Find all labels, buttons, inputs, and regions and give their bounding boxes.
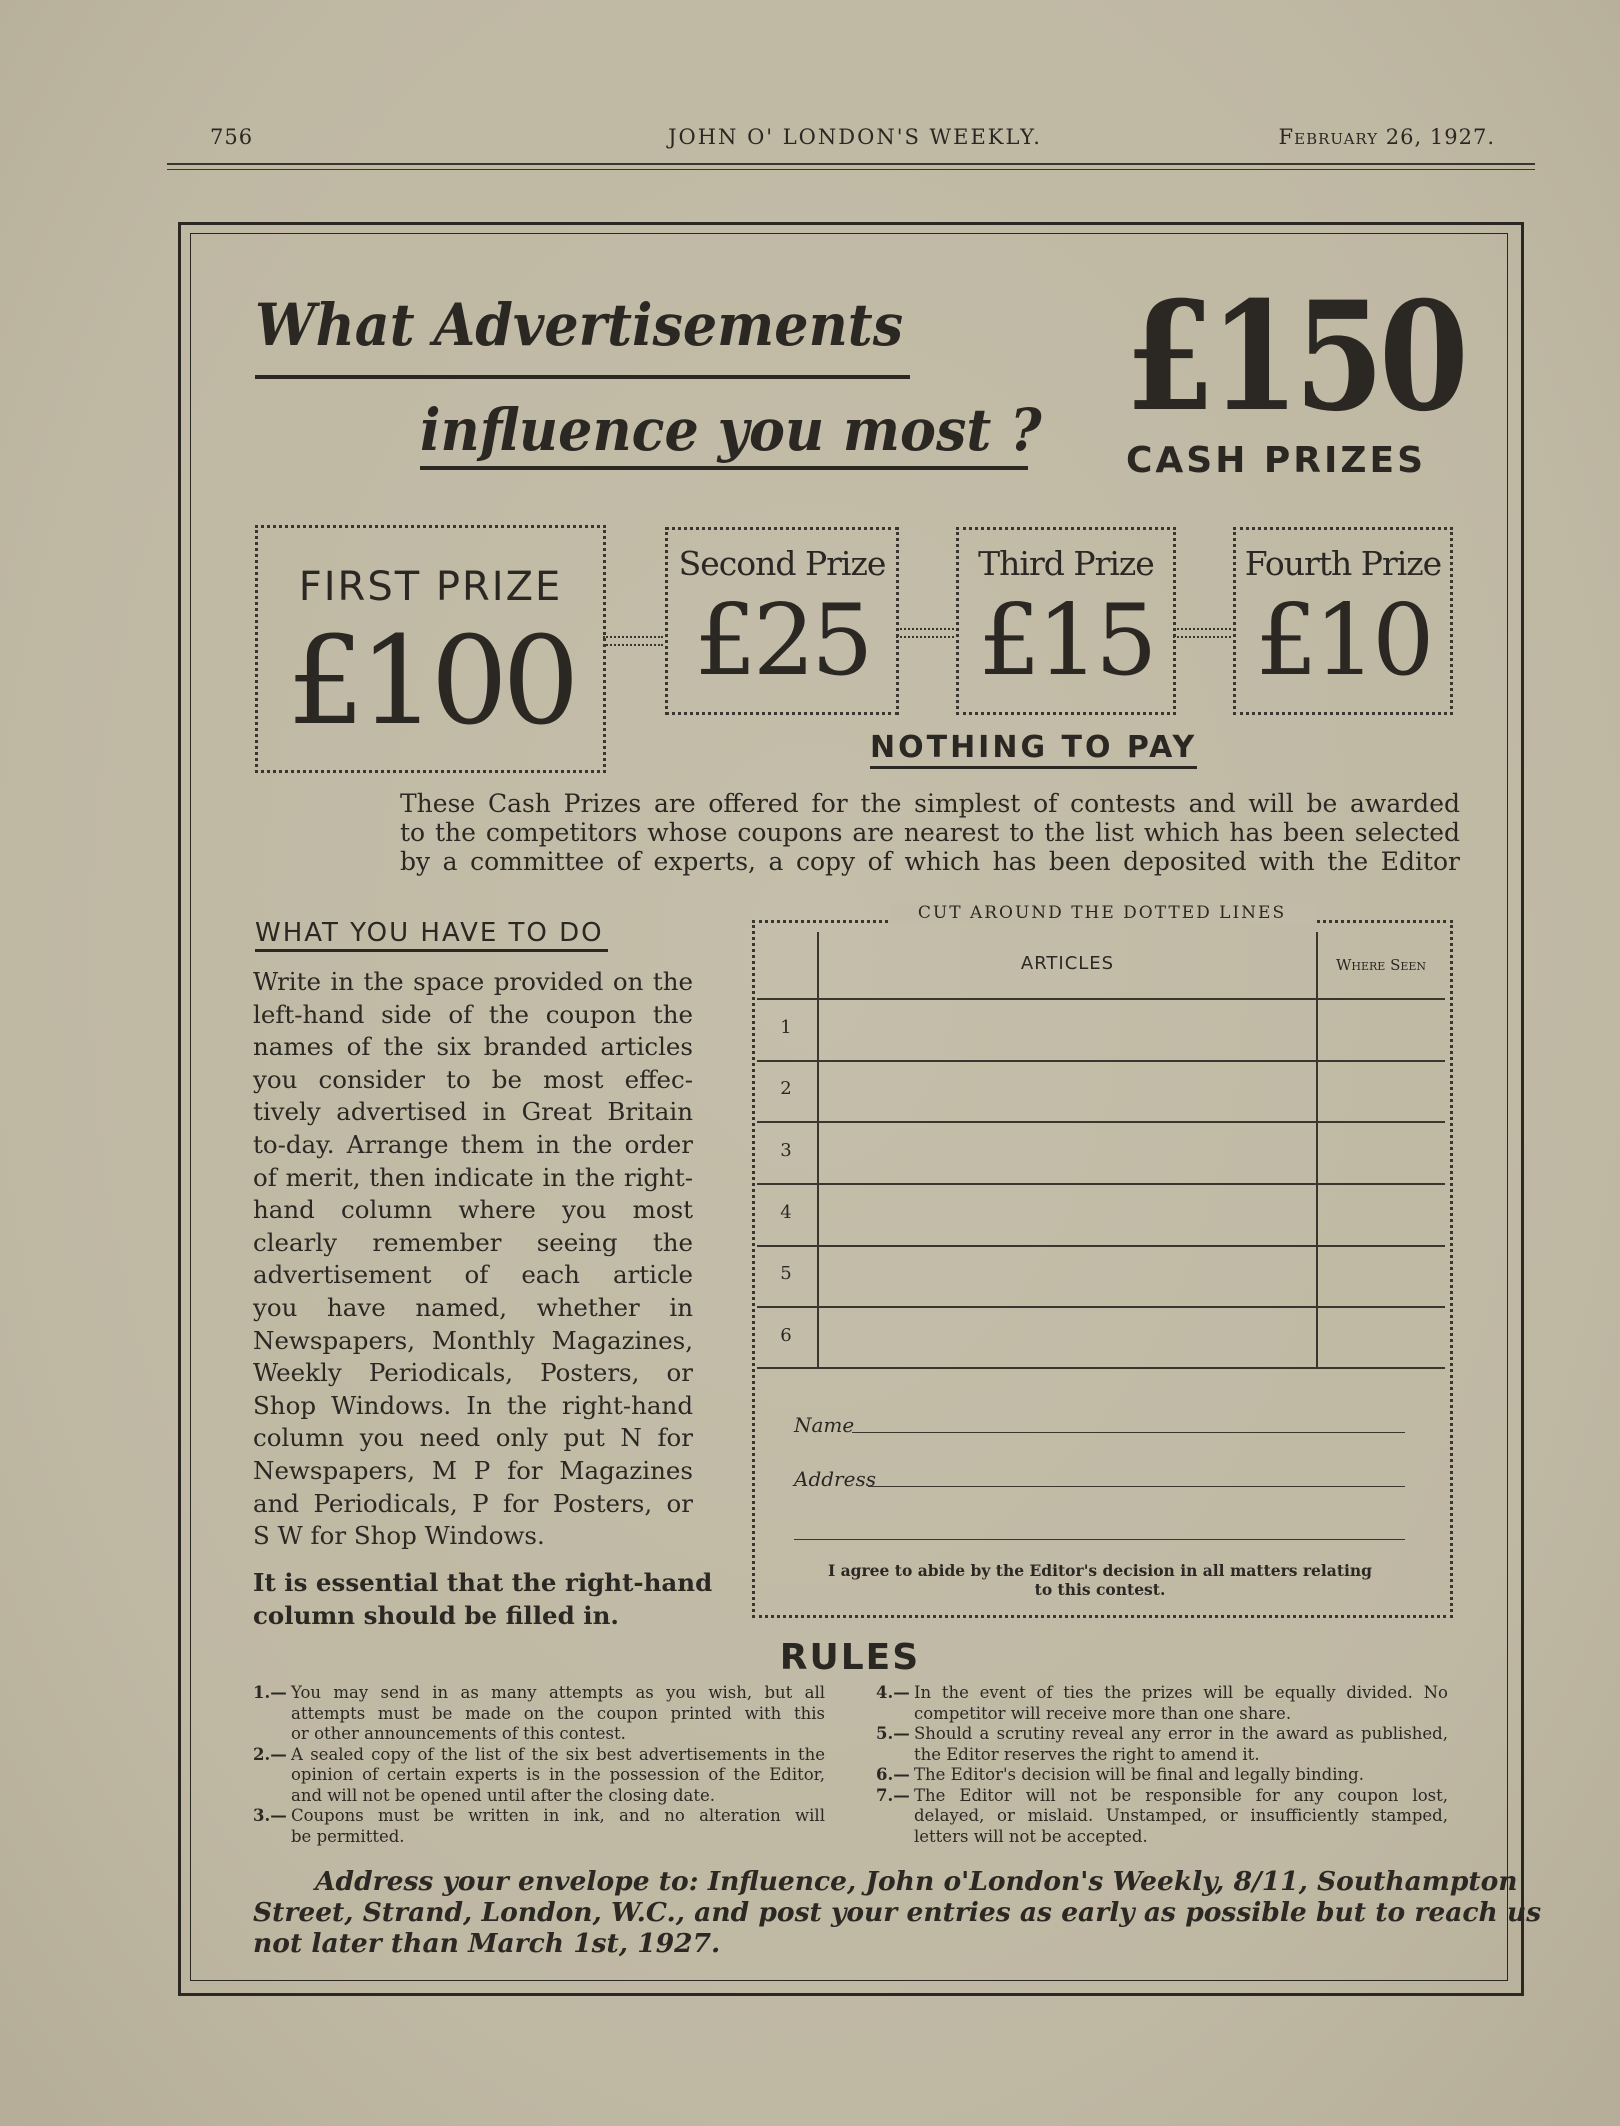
coupon-row-number: 5 xyxy=(780,1263,792,1284)
agreement-text xyxy=(780,1561,1420,1599)
fourth-prize-box xyxy=(1233,527,1453,715)
instructions-line: column you need only put N for xyxy=(253,1423,693,1453)
address-note-line: Street, Strand, London, W.C., and post your entries as early as possible but to reach us xyxy=(253,1897,1542,1928)
address-field-label: Address xyxy=(794,1467,876,1491)
instructions-line: Newspapers, M P for Magazines xyxy=(253,1455,693,1485)
instructions-line: Newspapers, Monthly Magazines, xyxy=(253,1325,693,1355)
rule-line: delayed, or mislaid. Unstamped, or insufficiently stamped, xyxy=(914,1806,1448,1825)
rule-line: In the event of ties the prizes will be equally divided. No xyxy=(914,1683,1448,1702)
headline-line-2: influence you most ? xyxy=(420,396,1042,464)
rule-2 xyxy=(253,1745,825,1807)
rule-7 xyxy=(876,1786,1448,1848)
instructions-line: of merit, then indicate in the right- xyxy=(253,1162,693,1192)
rule-number: 4.— xyxy=(876,1683,910,1702)
instructions-line: S W for Shop Windows. xyxy=(253,1521,545,1551)
instructions-line: Write in the space provided on the xyxy=(253,967,693,996)
instructions-line: you consider to be most effec- xyxy=(253,1064,693,1094)
fourth-prize-amount: £10 xyxy=(1255,584,1431,698)
prize-connector xyxy=(1173,628,1231,638)
coupon-row-line xyxy=(757,1245,1445,1247)
first-prize-amount: £100 xyxy=(287,610,574,752)
rule-line: A sealed copy of the list of the six best advertisements in the xyxy=(291,1744,825,1764)
nothing-to-pay: NOTHING TO PAY xyxy=(870,730,1197,769)
coupon-row-number: 4 xyxy=(780,1202,792,1223)
coupon-row-number: 1 xyxy=(780,1017,792,1038)
cut-around-label: CUT AROUND THE DOTTED LINES xyxy=(890,903,1314,923)
headline-underline-2 xyxy=(420,466,1028,470)
name-field-label: Name xyxy=(794,1413,855,1437)
header-rule xyxy=(167,163,1535,165)
coupon-row-line xyxy=(757,1183,1445,1185)
rule-line: and will not be opened until after the closing date. xyxy=(291,1785,716,1805)
name-field-line[interactable] xyxy=(852,1432,1405,1433)
coupon-row-number: 3 xyxy=(780,1140,792,1161)
instructions-line: names of the six branded articles xyxy=(253,1032,693,1062)
first-prize-label: FIRST PRIZE xyxy=(298,564,563,610)
header-rule-thin xyxy=(167,169,1535,170)
where-seen-column-header: Where Seen xyxy=(1335,956,1427,974)
headline-line-1: What Advertisements xyxy=(255,291,904,359)
second-prize-label: Second Prize xyxy=(678,544,886,583)
rule-line: The Editor's decision will be final and legally binding. xyxy=(914,1765,1364,1784)
rule-line: letters will not be accepted. xyxy=(914,1826,1148,1846)
cash-prizes-label: CASH PRIZES xyxy=(1126,440,1426,481)
rules-right-column xyxy=(876,1683,1448,1847)
coupon-row-number: 2 xyxy=(780,1078,792,1099)
coupon-row-line xyxy=(757,1306,1445,1308)
rules-heading: RULES xyxy=(779,1637,921,1678)
articles-column-header: ARTICLES xyxy=(1020,953,1115,974)
rule-5 xyxy=(876,1724,1448,1765)
instructions-line: and Periodicals, P for Posters, or xyxy=(253,1488,693,1518)
agreement-line: I agree to abide by the Editor's decision in all matters relating xyxy=(827,1561,1372,1580)
prize-connector xyxy=(896,628,954,638)
rule-number: 6.— xyxy=(876,1765,910,1784)
publication-title: JOHN O' LONDON'S WEEKLY. xyxy=(668,125,1042,149)
rule-line: be permitted. xyxy=(291,1826,405,1846)
coupon-row-line xyxy=(757,1121,1445,1123)
instructions-line: clearly remember seeing the xyxy=(253,1227,693,1257)
address-note-line: Address your envelope to: Influence, John o'London's Weekly, 8/11, Southampton xyxy=(315,1866,1518,1897)
mailing-address-note xyxy=(253,1866,1542,1959)
coupon-row-line xyxy=(757,1060,1445,1062)
rule-line: The Editor will not be responsible for any coupon lost, xyxy=(914,1785,1448,1805)
coupon-row-line xyxy=(757,1367,1445,1369)
instructions-heading: WHAT YOU HAVE TO DO xyxy=(255,917,608,952)
rule-line: competitor will receive more than one share. xyxy=(914,1703,1292,1723)
rule-line: attempts must be made on the coupon printed with this xyxy=(291,1703,825,1723)
total-prize-amount: £150 xyxy=(1125,269,1464,445)
address-note-line: not later than March 1st, 1927. xyxy=(253,1928,721,1959)
rule-number: 7.— xyxy=(876,1785,910,1805)
rule-number: 1.— xyxy=(253,1683,287,1702)
instructions-body xyxy=(253,966,693,1553)
intro-paragraph xyxy=(400,789,1460,876)
rule-line: or other announcements of this contest. xyxy=(291,1724,626,1743)
rule-line: opinion of certain experts is in the possession of the Editor, xyxy=(291,1765,825,1784)
fourth-prize-label: Fourth Prize xyxy=(1244,544,1442,583)
intro-line: These Cash Prizes are offered for the simplest of contests and will be awarded xyxy=(400,789,1460,818)
rule-6 xyxy=(876,1765,1448,1786)
rule-line: You may send in as many attempts as you wish, but all xyxy=(291,1683,825,1702)
page-number: 756 xyxy=(210,125,254,149)
rule-line: Coupons must be written in ink, and no alteration will xyxy=(291,1806,825,1825)
rule-number: 3.— xyxy=(253,1806,287,1825)
first-prize-box xyxy=(255,525,606,773)
rule-line: the Editor reserves the right to amend it. xyxy=(914,1744,1260,1764)
instructions-line: Weekly Periodicals, Posters, or xyxy=(253,1358,693,1388)
instructions-line: tively advertised in Great Britain xyxy=(253,1097,693,1127)
rule-4 xyxy=(876,1683,1448,1724)
instructions-line: Shop Windows. In the right-hand xyxy=(253,1390,693,1420)
essential-line: column should be filled in. xyxy=(253,1601,619,1630)
agreement-line: to this contest. xyxy=(1034,1580,1166,1599)
rule-1 xyxy=(253,1683,825,1745)
third-prize-box xyxy=(956,527,1176,715)
second-prize-box xyxy=(665,527,899,715)
coupon-row-line xyxy=(757,998,1445,1000)
instructions-line: to-day. Arrange them in the order xyxy=(253,1129,693,1159)
headline-underline-1 xyxy=(255,375,910,379)
instructions-essential xyxy=(253,1566,713,1632)
issue-date: February 26, 1927. xyxy=(1278,125,1495,149)
essential-line: It is essential that the right-hand xyxy=(253,1568,713,1597)
coupon-row-number: 6 xyxy=(780,1325,792,1346)
rule-line: Should a scrutiny reveal any error in the award as published, xyxy=(914,1724,1448,1743)
intro-line: to the competitors whose coupons are nearest to the list which has been selected xyxy=(400,818,1460,847)
instructions-line: hand column where you most xyxy=(253,1195,693,1225)
instructions-line: advertisement of each article xyxy=(253,1260,693,1290)
instructions-line: you have named, whether in xyxy=(253,1292,693,1322)
intro-line: by a committee of experts, a copy of which has been deposited with the Editor xyxy=(400,847,1460,876)
entry-coupon xyxy=(752,920,1453,1618)
rule-number: 2.— xyxy=(253,1744,287,1764)
third-prize-amount: £15 xyxy=(978,584,1154,698)
rule-3 xyxy=(253,1806,825,1847)
third-prize-label: Third Prize xyxy=(978,544,1154,583)
prize-connector xyxy=(603,636,663,646)
instructions-line: left-hand side of the coupon the xyxy=(253,999,693,1029)
address-field-line[interactable] xyxy=(868,1486,1405,1487)
address-field-line-2[interactable] xyxy=(794,1539,1405,1540)
rules-left-column xyxy=(253,1683,825,1847)
rule-number: 5.— xyxy=(876,1724,910,1743)
second-prize-amount: £25 xyxy=(694,584,870,698)
